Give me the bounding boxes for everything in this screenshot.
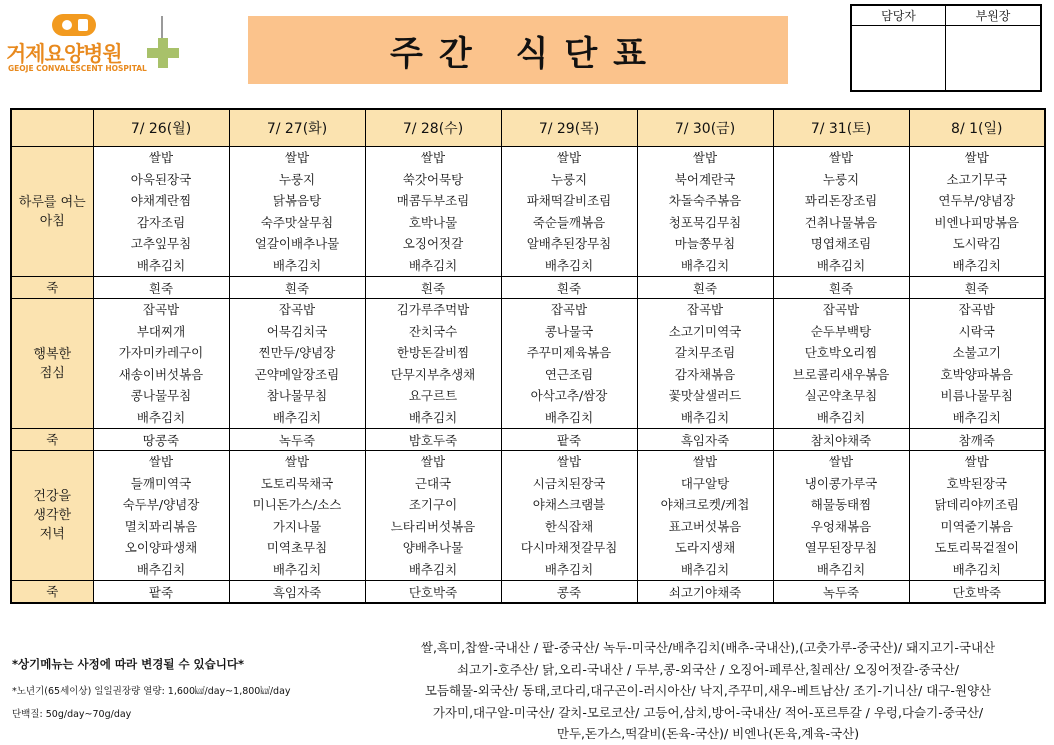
title-banner xyxy=(248,16,788,84)
dish-item: 배추김치 xyxy=(680,257,730,273)
dish-item: 해물동태찜 xyxy=(810,497,872,512)
dish-item: 콩나물무침 xyxy=(130,388,192,403)
porridge-item: 참치야채죽 xyxy=(773,429,909,451)
origin-line: 만두,돈가스,떡갈비(돈육-국산)/ 비엔나(돈육,계육-국산) xyxy=(556,726,860,741)
hospital-name-en: GEOJE CONVALESCENT HOSPITAL xyxy=(8,64,147,73)
dish-item: 들깨미역국 xyxy=(130,475,192,491)
hospital-name: 거제요양병원 xyxy=(6,42,122,66)
dish-item: 도토리묵겉절이 xyxy=(934,540,1020,555)
porridge-item: 흰죽 xyxy=(773,277,909,299)
page-title: 주간 식단표 xyxy=(389,33,663,74)
dish-item: 야채크로켓/케첩 xyxy=(660,497,750,512)
dish-item: 소고기미역국 xyxy=(668,323,742,339)
dish-item: 숙주맛살무침 xyxy=(260,214,334,230)
dish-item: 청포묵김무침 xyxy=(668,214,742,230)
date-header: 7/ 30(금) xyxy=(637,109,773,147)
dish-item: 한방돈갈비찜 xyxy=(396,345,470,360)
porridge-item: 흑임자죽 xyxy=(637,429,773,451)
corner-cell xyxy=(11,109,93,147)
lunch-porridge-row xyxy=(11,429,1045,451)
breakfast-porridge-row xyxy=(11,277,1045,299)
breakfast-cell xyxy=(773,147,909,277)
dish-item: 참나물무침 xyxy=(266,388,328,403)
hospital-logo-icon xyxy=(52,14,96,36)
breakfast-cell xyxy=(365,147,501,277)
dish-item: 멸치꽈리볶음 xyxy=(124,518,198,534)
dinner-cell xyxy=(909,451,1045,581)
dish-item: 누룽지 xyxy=(550,171,588,187)
dish-item: 배추김치 xyxy=(816,257,866,273)
dish-item: 소불고기 xyxy=(952,345,1001,360)
lunch-cell xyxy=(773,299,909,429)
dish-item: 아욱된장국 xyxy=(130,171,192,187)
dish-item: 호박된장국 xyxy=(946,475,1007,491)
energy-recommendation: *노년기(65세이상) 일일권장량 열량: 1,600㎉/day~1,800㎉/day xyxy=(12,686,291,697)
dish-item: 잡곡밥 xyxy=(686,302,724,317)
lunch-cell xyxy=(637,299,773,429)
dish-item: 배추김치 xyxy=(136,257,186,273)
change-notice: *상기메뉴는 사정에 따라 변경될 수 있습니다* xyxy=(12,657,245,671)
dish-item: 배추김치 xyxy=(136,561,186,577)
dish-item: 배추김치 xyxy=(952,561,1001,577)
porridge-item: 녹두죽 xyxy=(229,429,365,451)
dish-item: 누룽지 xyxy=(278,171,316,187)
dish-item: 배추김치 xyxy=(680,409,730,425)
dish-item: 단무지부추생채 xyxy=(390,366,476,382)
dish-item: 닭볶음탕 xyxy=(272,193,322,208)
porridge-item: 흑임자죽 xyxy=(229,581,365,604)
dinner-cell xyxy=(365,451,501,581)
dish-item: 호박나물 xyxy=(408,214,458,230)
lunch-cell xyxy=(365,299,501,429)
dinner-porridge-row xyxy=(11,581,1045,604)
porridge-item: 흰죽 xyxy=(909,277,1045,299)
porridge-item: 흰죽 xyxy=(637,277,773,299)
dish-item: 쌀밥 xyxy=(692,150,718,165)
dish-item: 쑥갓어묵탕 xyxy=(402,171,464,187)
date-header: 7/ 27(화) xyxy=(229,109,365,147)
dish-item: 쌀밥 xyxy=(964,454,989,469)
dish-item: 배추김치 xyxy=(136,409,186,425)
category-label-line: 아침 xyxy=(39,213,65,229)
dinner-cell xyxy=(93,451,229,581)
dish-item: 쌀밥 xyxy=(556,150,582,165)
dish-item: 죽순들깨볶음 xyxy=(532,214,606,230)
dish-item: 쌀밥 xyxy=(148,454,174,469)
approval-box xyxy=(850,4,1042,92)
porridge-item: 단호박죽 xyxy=(909,581,1045,604)
dinner-label xyxy=(11,451,93,581)
dish-item: 쌀밥 xyxy=(828,150,854,165)
dish-item: 요구르트 xyxy=(408,388,458,403)
dish-item: 미역초무침 xyxy=(266,540,328,555)
dish-item: 미니돈가스/소스 xyxy=(252,497,342,512)
dish-item: 배추김치 xyxy=(272,561,322,577)
dish-item: 쌀밥 xyxy=(284,150,310,165)
dish-item: 단호박오리찜 xyxy=(804,345,878,360)
dish-item: 표고버섯볶음 xyxy=(668,518,742,534)
dish-item: 쌀밥 xyxy=(692,454,718,469)
dish-item: 갈치무조림 xyxy=(674,345,736,360)
dish-item: 배추김치 xyxy=(272,409,322,425)
dish-item: 찐만두/양념장 xyxy=(258,345,336,360)
lunch-cell xyxy=(501,299,637,429)
dish-item: 배추김치 xyxy=(952,409,1001,425)
dish-item: 배추김치 xyxy=(544,409,594,425)
dish-item: 닭데리야끼조림 xyxy=(934,497,1020,512)
dinner-cell xyxy=(501,451,637,581)
date-header: 7/ 29(목) xyxy=(501,109,637,147)
dish-item: 연두부/양념장 xyxy=(938,193,1016,208)
date-header: 8/ 1(일) xyxy=(909,109,1045,147)
dish-item: 비엔나피망볶음 xyxy=(934,214,1020,230)
category-label-line: 생각한 xyxy=(33,508,72,523)
cross-icon xyxy=(147,16,179,80)
lunch-label xyxy=(11,299,93,429)
porridge-item: 흰죽 xyxy=(501,277,637,299)
dish-item: 파채떡갈비조림 xyxy=(526,193,612,208)
dish-item: 부대찌개 xyxy=(136,323,186,339)
dish-item: 배추김치 xyxy=(408,409,458,425)
breakfast-cell xyxy=(501,147,637,277)
dish-item: 콩나물국 xyxy=(544,323,594,339)
category-label-line: 저녁 xyxy=(39,527,65,542)
dish-item: 쌀밥 xyxy=(964,150,989,165)
hospital-logo xyxy=(6,8,186,80)
breakfast-row xyxy=(11,147,1045,277)
dish-item: 숙두부/양념장 xyxy=(122,497,200,512)
dish-item: 야채스크램블 xyxy=(532,497,606,512)
date-header: 7/ 28(수) xyxy=(365,109,501,147)
porridge-label: 죽 xyxy=(11,277,93,299)
dish-item: 아삭고추/쌈장 xyxy=(530,388,608,403)
dish-item: 쌀밥 xyxy=(148,150,174,165)
dish-item: 배추김치 xyxy=(952,257,1001,273)
dish-item: 마늘쫑무침 xyxy=(674,236,736,251)
approval-sign-vice-director[interactable] xyxy=(946,26,1040,90)
dish-item: 브로콜리새우볶음 xyxy=(792,366,890,382)
dish-item: 잡곡밥 xyxy=(822,302,860,317)
protein-recommendation: 단백질: 50g/day~70g/day xyxy=(12,709,132,720)
dish-item: 감자조림 xyxy=(136,214,186,230)
dish-item: 잡곡밥 xyxy=(550,302,588,317)
dish-item: 김가루주먹밥 xyxy=(396,302,470,317)
dish-item: 알배추된장무침 xyxy=(526,236,612,251)
dish-item: 냉이콩가루국 xyxy=(804,475,878,491)
porridge-item: 단호박죽 xyxy=(365,581,501,604)
porridge-item: 흰죽 xyxy=(93,277,229,299)
dish-item: 열무된장무침 xyxy=(804,540,878,555)
dish-item: 근대국 xyxy=(414,475,452,491)
date-row xyxy=(11,109,1045,147)
dish-item: 도시락김 xyxy=(952,236,1001,251)
dish-item: 연근조림 xyxy=(544,366,594,382)
lunch-cell xyxy=(229,299,365,429)
dish-item: 양배추나물 xyxy=(402,540,464,555)
dish-item: 가지나물 xyxy=(272,518,322,534)
dish-item: 어묵김치국 xyxy=(266,323,328,339)
dish-item: 호박양파볶음 xyxy=(940,366,1013,382)
porridge-item: 땅콩죽 xyxy=(93,429,229,451)
dish-item: 북어계란국 xyxy=(674,171,736,187)
dish-item: 꽈리돈장조림 xyxy=(804,193,878,208)
approval-head-manager: 담당자 xyxy=(852,6,946,26)
porridge-item: 흰죽 xyxy=(365,277,501,299)
origin-info xyxy=(372,637,1044,745)
porridge-item: 콩죽 xyxy=(501,581,637,604)
approval-sign-manager[interactable] xyxy=(852,26,946,90)
dish-item: 잡곡밥 xyxy=(142,302,180,317)
breakfast-cell xyxy=(93,147,229,277)
porridge-item: 흰죽 xyxy=(229,277,365,299)
dish-item: 야채계란찜 xyxy=(130,193,192,208)
dish-item: 누룽지 xyxy=(822,171,860,187)
porridge-item: 참깨죽 xyxy=(909,429,1045,451)
dish-item: 쌀밥 xyxy=(556,454,582,469)
breakfast-cell xyxy=(229,147,365,277)
dish-item: 대구알탕 xyxy=(680,475,730,491)
lunch-cell xyxy=(93,299,229,429)
dish-item: 배추김치 xyxy=(272,257,322,273)
dish-item: 잡곡밥 xyxy=(278,302,316,317)
dish-item: 도라지생채 xyxy=(674,540,736,555)
porridge-label: 죽 xyxy=(11,429,93,451)
category-label-line: 점심 xyxy=(39,365,65,381)
dish-item: 배추김치 xyxy=(816,561,866,577)
origin-line: 모듬해물-외국산/ 동태,코다리,대구곤이-러시아산/ 낙지,주꾸미,새우-베트남산/ 조기-기니산/ 대구-원양산 xyxy=(424,683,992,698)
dish-item: 한식잡채 xyxy=(544,518,594,534)
category-label-line: 행복한 xyxy=(33,346,72,362)
dish-item: 건취나물볶음 xyxy=(804,214,878,230)
dish-item: 쌀밥 xyxy=(420,150,446,165)
dish-item: 주꾸미제육볶음 xyxy=(526,345,612,360)
dish-item: 시금치된장국 xyxy=(532,475,606,491)
dish-item: 오징어젓갈 xyxy=(402,236,464,251)
lunch-row xyxy=(11,299,1045,429)
dinner-cell xyxy=(637,451,773,581)
lunch-cell xyxy=(909,299,1045,429)
porridge-label: 죽 xyxy=(11,581,93,604)
dish-item: 미역줄기볶음 xyxy=(940,518,1013,534)
dish-item: 쌀밥 xyxy=(828,454,854,469)
origin-line: 가자미,대구알-미국산/ 갈치-모로코산/ 고등어,삼치,방어-국내산/ 적어-포르투갈 / 우렁,다슬기-중국산/ xyxy=(432,704,984,720)
dish-item: 명엽채조림 xyxy=(810,236,872,251)
dish-item: 고추잎무침 xyxy=(130,236,192,251)
dish-item: 우엉채볶음 xyxy=(810,518,872,534)
dish-item: 꽃맛살샐러드 xyxy=(668,388,742,403)
dish-item: 시락국 xyxy=(958,323,995,339)
date-header: 7/ 31(토) xyxy=(773,109,909,147)
dish-item: 가자미카레구이 xyxy=(118,345,204,360)
dish-item: 비름나물무침 xyxy=(940,388,1013,403)
origin-line: 쌀,흑미,찹쌀-국내산 / 팥-중국산/ 녹두-미국산/배추김치(배추-국내산),(고춧가루-중국산)/ 돼지고기-국내산 xyxy=(420,640,996,655)
porridge-item: 팥죽 xyxy=(501,429,637,451)
porridge-item: 쇠고기야채죽 xyxy=(637,581,773,604)
dish-item: 배추김치 xyxy=(544,561,594,577)
approval-head-vice-director: 부원장 xyxy=(946,6,1040,26)
dish-item: 곤약메알장조림 xyxy=(254,366,340,382)
category-label-line: 하루를 여는 xyxy=(18,194,86,210)
porridge-item: 밤호두죽 xyxy=(365,429,501,451)
dish-item: 새송이버섯볶음 xyxy=(118,366,204,382)
dish-item: 오이양파생채 xyxy=(124,540,198,555)
dinner-cell xyxy=(773,451,909,581)
date-header: 7/ 26(월) xyxy=(93,109,229,147)
dish-item: 실곤약초무침 xyxy=(804,388,878,403)
dinner-cell xyxy=(229,451,365,581)
porridge-item: 녹두죽 xyxy=(773,581,909,604)
breakfast-cell xyxy=(909,147,1045,277)
dish-item: 조기구이 xyxy=(408,497,458,512)
breakfast-cell xyxy=(637,147,773,277)
dish-item: 배추김치 xyxy=(816,409,866,425)
dish-item: 배추김치 xyxy=(544,257,594,273)
dinner-row xyxy=(11,451,1045,581)
dish-item: 도토리묵채국 xyxy=(260,475,334,491)
porridge-item: 팥죽 xyxy=(93,581,229,604)
dish-item: 순두부백탕 xyxy=(810,323,872,339)
dish-item: 배추김치 xyxy=(408,561,458,577)
breakfast-label xyxy=(11,147,93,277)
dish-item: 배추김치 xyxy=(680,561,730,577)
dish-item: 잔치국수 xyxy=(408,323,458,339)
dish-item: 소고기무국 xyxy=(946,171,1007,187)
dish-item: 얼갈이배추나물 xyxy=(254,236,340,251)
dish-item: 잡곡밥 xyxy=(958,302,995,317)
dish-item: 쌀밥 xyxy=(284,454,310,469)
dish-item: 감자채볶음 xyxy=(674,366,736,382)
dish-item: 배추김치 xyxy=(408,257,458,273)
category-label-line: 건강을 xyxy=(33,489,72,504)
dish-item: 다시마채젓갈무침 xyxy=(520,540,618,555)
weekly-menu-table xyxy=(10,108,1046,604)
dish-item: 매콤두부조림 xyxy=(396,193,470,208)
origin-line: 쇠고기-호주산/ 닭,오리-국내산 / 두부,콩-외국산 / 오징어-페루산,칠레산/ 오징어젓갈-중국산/ xyxy=(457,661,959,677)
dish-item: 쌀밥 xyxy=(420,454,446,469)
dish-item: 차돌숙주볶음 xyxy=(668,193,742,208)
dish-item: 느타리버섯볶음 xyxy=(390,518,476,534)
